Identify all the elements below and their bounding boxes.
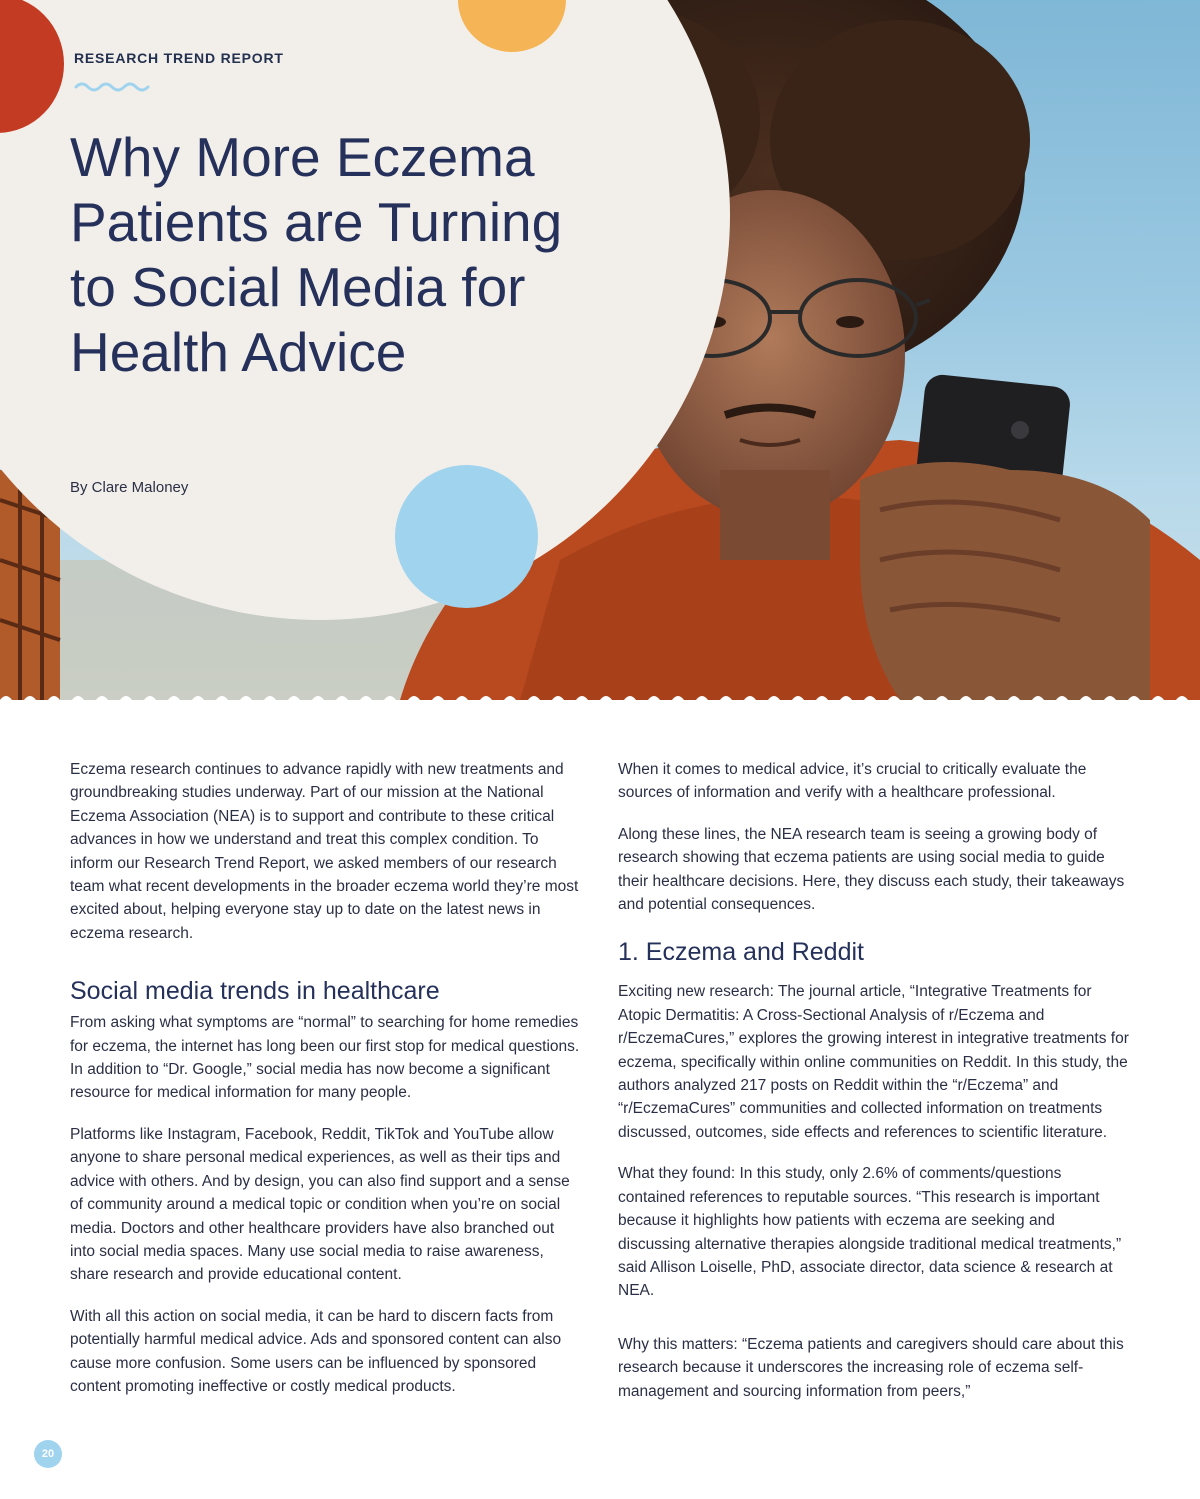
- wavy-edge-divider: [0, 688, 1200, 712]
- squiggle-divider-icon: [74, 80, 150, 92]
- section-eyebrow: RESEARCH TREND REPORT: [74, 50, 284, 66]
- right-column: [618, 758, 1130, 1421]
- byline: By Clare Maloney: [70, 479, 189, 496]
- page-number-badge: 20: [34, 1440, 62, 1468]
- section-heading-eczema-reddit: 1. Eczema and Reddit: [618, 938, 864, 967]
- left-column: [70, 758, 582, 1416]
- intro-paragraph: Eczema research continues to advance rapidly with new treatments and groundbreaking studies underway. Part of our mission at the National Eczema Association (NEA) is to support and contribute to these critical advances in how we understand and treat this complex condition. To inform our Research Trend Report, we asked members of our research team what recent developments in the broader eczema world they’re most excited about, helping everyone stay up to date on the latest news in eczema research.: [70, 761, 579, 942]
- body-paragraph: With all this action on social media, it can be hard to discern facts from potentially harmful medical advice. Ads and sponsored content can also cause more confusion. Some users can be influenced by sponsored content promoting ineffective or costly medical products.: [70, 1307, 562, 1395]
- article-headline: Why More Eczema Patients are Turning to Social Media for Health Advice: [70, 126, 563, 383]
- body-paragraph: Along these lines, the NEA research team is seeing a growing body of research showing that eczema patients are using social media to guide their healthcare decisions. Here, they discuss each study, their takeaways and potential consequences.: [618, 825, 1125, 914]
- body-paragraph: Platforms like Instagram, Facebook, Reddit, TikTok and YouTube allow anyone to share personal medical experiences, as well as their tips and advice with others. And by design, you can also find support and a sense of community around a medical topic or condition when you’re on social media. Doctors and other healthcare providers have also branched out into social media spaces. Many use social media to raise awareness, share research and provide educational content.: [70, 1125, 570, 1284]
- section-heading-social-media: Social media trends in healthcare: [70, 977, 440, 1006]
- body-paragraph: From asking what symptoms are “normal” to searching for home remedies for eczema, the internet has long been our first stop for medical questions. In addition to “Dr. Google,” social media has now become a significant resource for medical information for many people.: [70, 1014, 580, 1102]
- body-paragraph: Exciting new research: The journal article, “Integrative Treatments for Atopic Dermatitis: A Cross-Sectional Analysis of r/Eczema and r/EczemaCures,” explores the growing interest in integrative treatments for eczema, specifically within online communities on Reddit. In this study, the authors analyzed 217 posts on Reddit within the “r/Eczema” and “r/EczemaCures” communities and collected information on treatments discussed, outcomes, side effects and references to scientific literature.: [618, 983, 1129, 1141]
- decorative-blue-circle: [395, 465, 538, 608]
- body-paragraph: Why this matters: “Eczema patients and caregivers should care about this research because it underscores the increasing role of eczema self-management and sourcing information from peers,”: [618, 1335, 1124, 1400]
- body-paragraph: When it comes to medical advice, it’s crucial to critically evaluate the sources of information and verify with a healthcare professional.: [618, 761, 1087, 802]
- hero-banner: [0, 0, 1200, 700]
- body-paragraph: What they found: In this study, only 2.6% of comments/questions contained references to reputable sources. “This research is important because it highlights how patients with eczema are seeking and discussing alternative therapies alongside traditional medical treatments,” said Allison Loiselle, PhD, associate director, data science & research at NEA.: [618, 1165, 1122, 1300]
